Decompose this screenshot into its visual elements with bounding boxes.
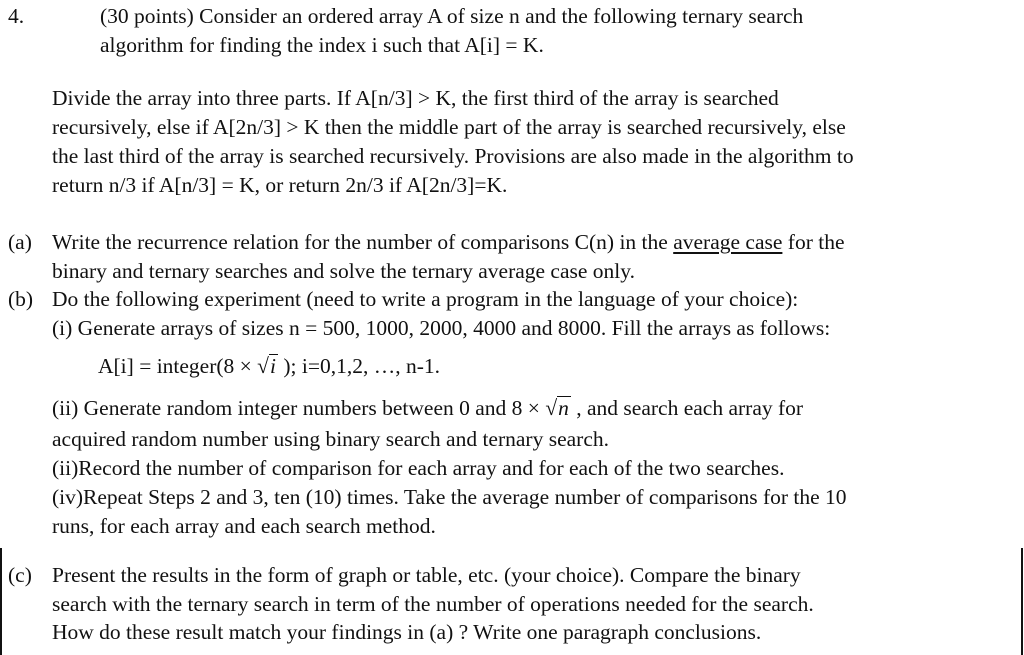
part-c-label: (c)	[8, 563, 32, 587]
part-a-label: (a)	[8, 230, 32, 254]
part-a-text: Write the recurrence relation for the number of comparisons C(n) in the	[52, 230, 674, 254]
part-b-step3: (ii)Record the number of comparison for each array and for each of the two searches.	[52, 456, 785, 480]
part-c-line3: How do these result match your findings in (a) ? Write one paragraph conclusions.	[52, 620, 762, 644]
sqrt-symbol: √n	[545, 396, 569, 420]
description-line: return n/3 if A[n/3] = K, or return 2n/3 if A[2n/3]=K.	[52, 173, 508, 197]
part-b-step2-line2: acquired random number using binary search and ternary search.	[52, 427, 609, 451]
part-b-step4-line2: runs, for each array and each search method.	[52, 514, 436, 538]
part-a-line2: binary and ternary searches and solve the ternary average case only.	[52, 259, 636, 283]
part-c-line1: Present the results in the form of graph or table, etc. (your choice). Compare the binary	[52, 563, 801, 587]
formula-text: A[i] = integer(8 ×	[98, 354, 258, 378]
step2-text: (ii) Generate random integer numbers between 0 and 8 ×	[52, 396, 546, 420]
part-c-line2: search with the ternary search in term of the number of operations needed for the search.	[52, 592, 814, 616]
right-border-rule	[1021, 548, 1023, 655]
part-a-text: for the	[782, 230, 845, 254]
part-b-step2-line1	[52, 394, 803, 423]
description-line: Divide the array into three parts. If A[n/3] > K, the first third of the array is searched	[52, 86, 779, 110]
description-line: recursively, else if A[2n/3] > K then the middle part of the array is searched recursively, else	[52, 115, 846, 139]
part-b-step4-line1: (iv)Repeat Steps 2 and 3, ten (10) times. Take the average number of comparisons for the 10	[52, 485, 847, 509]
question-number: 4.	[8, 4, 25, 28]
part-a-underlined-term: average case	[673, 230, 783, 254]
formula-radicand: i	[269, 354, 276, 378]
formula-text: ); i=0,1,2, …, n-1.	[277, 354, 440, 378]
description-line: the last third of the array is searched recursively. Provisions are also made in the algorithm to	[52, 144, 854, 168]
left-border-rule	[0, 548, 2, 655]
step2-text: , and search each array for	[570, 396, 804, 420]
part-b-label: (b)	[8, 287, 34, 311]
part-b-step1: (i) Generate arrays of sizes n = 500, 1000, 2000, 4000 and 8000. Fill the arrays as follows:	[52, 316, 831, 340]
question-title-line1: (30 points) Consider an ordered array A of size n and the following ternary search	[100, 4, 804, 28]
part-a-line1	[52, 228, 845, 257]
step2-radicand: n	[558, 396, 569, 420]
part-b-formula	[98, 352, 440, 381]
part-b-intro: Do the following experiment (need to write a program in the language of your choice):	[52, 287, 799, 311]
question-title-line2: algorithm for finding the index i such that A[i] = K.	[100, 33, 544, 57]
sqrt-symbol: √i	[257, 354, 276, 378]
